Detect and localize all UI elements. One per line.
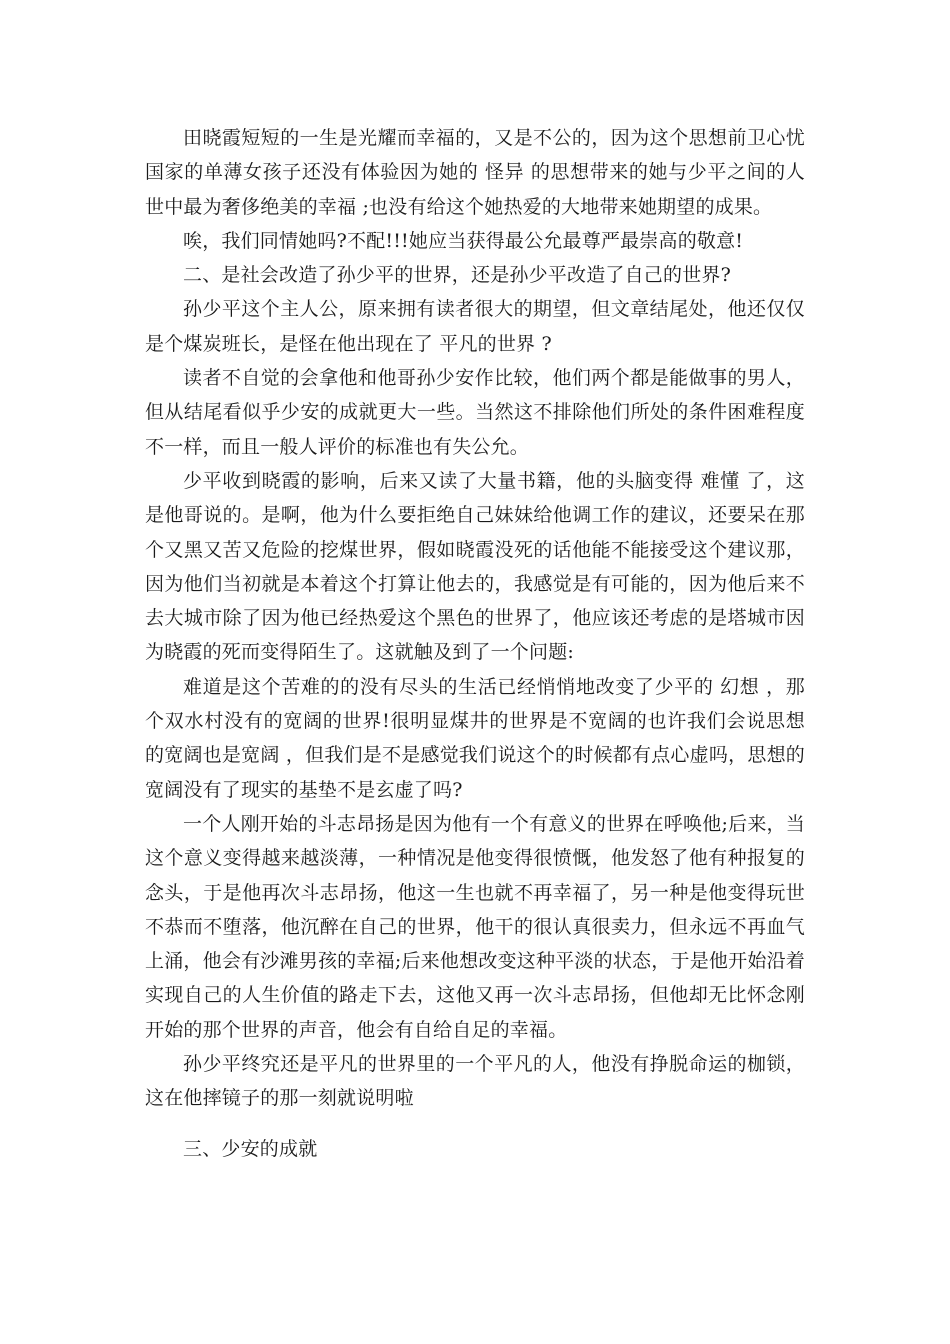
paragraph-conclusion: 孙少平终究还是平凡的世界里的一个平凡的人，他没有挣脱命运的枷锁，这在他摔镜子的那一刻就说明啦 [145, 1053, 805, 1110]
paragraph-spirit: 一个人刚开始的斗志昂扬是因为他有一个有意义的世界在呼唤他;后来，当这个意义变得越来越淡薄，一种情况是他变得很愤慨，他发怒了他有种报复的念头，于是他再次斗志昂扬，他这一生也就不再幸福了，另一种是他变得玩世不恭而不堕落，他沉醉在自己的世界，他干的很认真很卖力，但永远不再血气上涌，他会有沙滩男孩的幸福;后来他想改变这种平淡的状态，于是他开始沿着实现自己的人生价值的路走下去，这他又再一次斗志昂扬，但他却无比怀念刚开始的那个世界的声音，他会有自给自足的幸福。 [145, 812, 805, 1041]
section-heading-three: 三、少安的成就 [183, 1137, 318, 1160]
paragraph-shaoping-expectation: 孙少平这个主人公，原来拥有读者很大的期望，但文章结尾处，他还仅仅是个煤炭班长，是怪在他出现在了 平凡的世界 ? [145, 298, 805, 355]
document-body [145, 121, 805, 1166]
section-heading-two: 二、是社会改造了孙少平的世界，还是孙少平改造了自己的世界? [183, 264, 731, 287]
paragraph-xiaoxia-life: 田晓霞短短的一生是光耀而幸福的，又是不公的，因为这个思想前卫心忧国家的单薄女孩子还没有体验因为她的 怪异 的思想带来的她与少平之间的人世中最为奢侈绝美的幸福 ;也没有给这个她热爱的大地带来她期望的成果。 [145, 127, 805, 218]
paragraph-respect: 唉，我们同情她吗?不配!!!她应当获得最公允最尊严最崇高的敬意! [183, 229, 744, 252]
paragraph-shaoping-choice: 少平收到晓霞的影响，后来又读了大量书籍，他的头脑变得 难懂 了，这是他哥说的。是啊，他为什么要拒绝自己妹妹给他调工作的建议，还要呆在那个又黑又苦又危险的挖煤世界，假如晓霞没死的话他能不能接受这个建议那，因为他们当初就是本着这个打算让他去的，我感觉是有可能的，因为他后来不去大城市除了因为他已经热爱这个黑色的世界了，他应该还考虑的是塔城市因为晓霞的死而变得陌生了。这就触及到了一个问题: [145, 469, 805, 664]
paragraph-question: 难道是这个苦难的的没有尽头的生活已经悄悄地改变了少平的 幻想 ，那个双水村没有的宽阔的世界!很明显煤井的世界是不宽阔的也许我们会说思想的宽阔也是宽阔 ，但我们是不是感觉我们说这个的时候都有点心虚吗，思想的宽阔没有了现实的基垫不是玄虚了吗? [145, 675, 805, 801]
paragraph-brothers-comparison: 读者不自觉的会拿他和他哥孙少安作比较，他们两个都是能做事的男人，但从结尾看似乎少安的成就更大一些。当然这不排除他们所处的条件困难程度不一样，而且一般人评价的标准也有失公允。 [145, 367, 805, 458]
